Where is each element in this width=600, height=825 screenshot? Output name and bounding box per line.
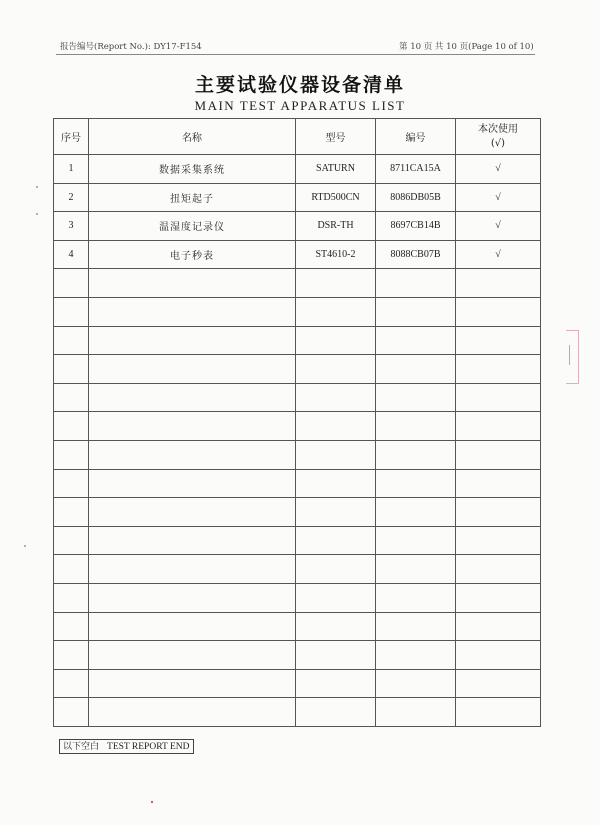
- cell-code: 8697CB14B: [376, 212, 456, 241]
- cell-empty: [456, 269, 541, 298]
- cell-empty: [376, 469, 456, 498]
- page-title-cn: 主要试验仪器设备清单: [194, 74, 405, 96]
- cell-empty: [89, 412, 296, 441]
- cell-empty: [376, 612, 456, 641]
- scan-speck: [36, 213, 38, 215]
- cell-model: SATURN: [296, 155, 376, 184]
- table-row-empty: [54, 440, 541, 469]
- apparatus-table: [53, 118, 541, 727]
- cell-empty: [54, 583, 89, 612]
- cell-empty: [296, 326, 376, 355]
- cell-empty: [54, 669, 89, 698]
- cell-empty: [89, 326, 296, 355]
- cell-empty: [296, 583, 376, 612]
- header-used-line1: 本次使用: [478, 123, 518, 135]
- cell-empty: [376, 669, 456, 698]
- scan-speck: [24, 545, 26, 547]
- cell-empty: [376, 297, 456, 326]
- cell-empty: [376, 269, 456, 298]
- cell-empty: [376, 326, 456, 355]
- cell-empty: [54, 355, 89, 384]
- table-row-empty: [54, 269, 541, 298]
- cell-empty: [376, 555, 456, 584]
- cell-empty: [89, 383, 296, 412]
- cell-used-check: √: [456, 183, 541, 212]
- cell-empty: [54, 555, 89, 584]
- cell-empty: [296, 698, 376, 727]
- cell-empty: [54, 412, 89, 441]
- cell-empty: [456, 297, 541, 326]
- header-divider: [56, 54, 535, 55]
- cell-empty: [456, 440, 541, 469]
- cell-empty: [456, 526, 541, 555]
- cell-empty: [376, 440, 456, 469]
- cell-empty: [54, 297, 89, 326]
- cell-empty: [54, 269, 89, 298]
- header-code: 编号: [376, 119, 456, 155]
- cell-empty: [89, 526, 296, 555]
- table-row-empty: [54, 612, 541, 641]
- table-row-empty: [54, 412, 541, 441]
- table-row-empty: [54, 641, 541, 670]
- cell-empty: [456, 641, 541, 670]
- cell-empty: [376, 355, 456, 384]
- cell-empty: [456, 555, 541, 584]
- cell-empty: [89, 297, 296, 326]
- cell-code: 8088CB07B: [376, 240, 456, 269]
- cell-empty: [456, 698, 541, 727]
- cell-empty: [54, 326, 89, 355]
- cell-empty: [296, 440, 376, 469]
- cell-empty: [296, 412, 376, 441]
- cell-seq: 4: [54, 240, 89, 269]
- cell-empty: [54, 469, 89, 498]
- cell-empty: [296, 498, 376, 527]
- table-row-empty: [54, 469, 541, 498]
- cell-seq: 1: [54, 155, 89, 184]
- cell-empty: [89, 555, 296, 584]
- cell-name: 电子秒表: [89, 240, 296, 269]
- cell-used-check: √: [456, 240, 541, 269]
- header-name: 名称: [89, 119, 296, 155]
- cell-seq: 3: [54, 212, 89, 241]
- cell-empty: [456, 498, 541, 527]
- report-end-cn: 以下空白: [63, 742, 100, 752]
- cell-seq: 2: [54, 183, 89, 212]
- table-row: [54, 183, 541, 212]
- table-row-empty: [54, 355, 541, 384]
- cell-name: 数据采集系统: [89, 155, 296, 184]
- cell-empty: [456, 583, 541, 612]
- cell-empty: [89, 669, 296, 698]
- cell-model: ST4610-2: [296, 240, 376, 269]
- cell-empty: [456, 383, 541, 412]
- cell-empty: [54, 383, 89, 412]
- cell-empty: [54, 612, 89, 641]
- header-seq: 序号: [54, 119, 89, 155]
- cell-empty: [376, 412, 456, 441]
- cell-empty: [89, 612, 296, 641]
- cell-empty: [376, 383, 456, 412]
- cell-empty: [296, 641, 376, 670]
- cell-model: RTD500CN: [296, 183, 376, 212]
- page-title-en: MAIN TEST APPARATUS LIST: [194, 98, 406, 113]
- cell-used-check: √: [456, 155, 541, 184]
- cell-empty: [54, 440, 89, 469]
- cell-empty: [296, 355, 376, 384]
- cell-empty: [456, 355, 541, 384]
- header-used-line2: (√): [490, 137, 506, 149]
- table-row-empty: [54, 583, 541, 612]
- cell-empty: [54, 526, 89, 555]
- cell-empty: [89, 469, 296, 498]
- table-row: [54, 155, 541, 184]
- table-row: [54, 212, 541, 241]
- cell-empty: [89, 698, 296, 727]
- cell-empty: [54, 641, 89, 670]
- cell-code: 8086DB05B: [376, 183, 456, 212]
- table-row-empty: [54, 297, 541, 326]
- table-row-empty: [54, 698, 541, 727]
- cell-empty: [296, 269, 376, 298]
- cell-code: 8711CA15A: [376, 155, 456, 184]
- table-row-empty: [54, 526, 541, 555]
- cell-empty: [376, 498, 456, 527]
- table-row-empty: [54, 383, 541, 412]
- table-row-empty: [54, 669, 541, 698]
- seal-stamp-mark: [566, 330, 579, 384]
- cell-empty: [89, 498, 296, 527]
- cell-empty: [456, 326, 541, 355]
- cell-empty: [376, 698, 456, 727]
- report-end-en: TEST REPORT END: [107, 742, 190, 752]
- cell-empty: [296, 612, 376, 641]
- report-number: 报告编号(Report No.): DY17-F154: [60, 42, 202, 52]
- cell-empty: [376, 583, 456, 612]
- cell-empty: [456, 412, 541, 441]
- cell-empty: [296, 383, 376, 412]
- table-row-empty: [54, 555, 541, 584]
- table-row-empty: [54, 326, 541, 355]
- cell-used-check: √: [456, 212, 541, 241]
- cell-empty: [89, 355, 296, 384]
- cell-empty: [376, 526, 456, 555]
- cell-name: 温湿度记录仪: [89, 212, 296, 241]
- scan-speck: [151, 801, 153, 803]
- cell-empty: [89, 641, 296, 670]
- cell-empty: [296, 469, 376, 498]
- report-end-marker: [59, 739, 194, 754]
- scan-speck: [36, 186, 38, 188]
- cell-empty: [89, 440, 296, 469]
- cell-empty: [89, 583, 296, 612]
- header-used: [456, 119, 541, 155]
- table-row: [54, 240, 541, 269]
- cell-empty: [456, 669, 541, 698]
- table-header-row: [54, 119, 541, 155]
- cell-empty: [296, 526, 376, 555]
- header-model: 型号: [296, 119, 376, 155]
- cell-empty: [456, 469, 541, 498]
- cell-empty: [296, 669, 376, 698]
- cell-empty: [54, 698, 89, 727]
- cell-empty: [456, 612, 541, 641]
- cell-model: DSR-TH: [296, 212, 376, 241]
- cell-empty: [296, 297, 376, 326]
- page-indicator: 第 10 页 共 10 页(Page 10 of 10): [399, 42, 534, 52]
- cell-empty: [89, 269, 296, 298]
- table-row-empty: [54, 498, 541, 527]
- cell-empty: [54, 498, 89, 527]
- cell-empty: [376, 641, 456, 670]
- cell-name: 扭矩起子: [89, 183, 296, 212]
- cell-empty: [296, 555, 376, 584]
